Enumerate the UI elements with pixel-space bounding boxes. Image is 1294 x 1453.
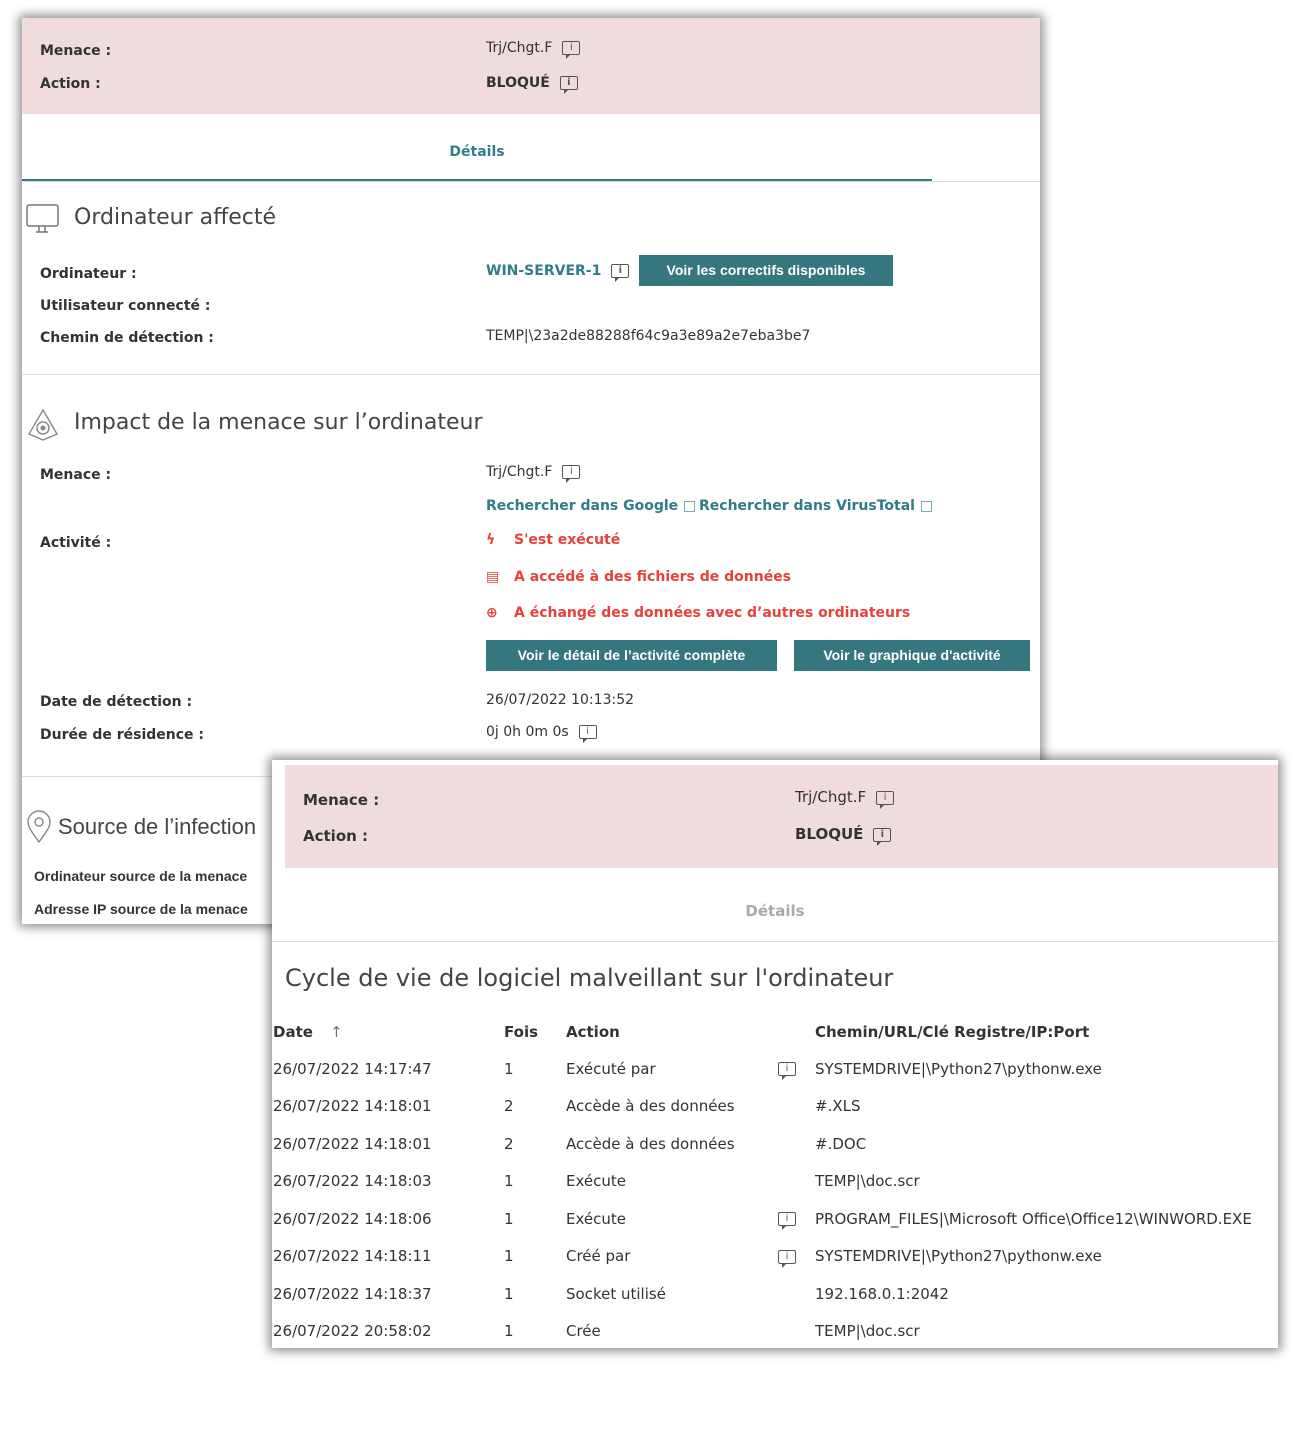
monitor-icon [26, 204, 60, 236]
table-row[interactable] [273, 1275, 1252, 1313]
row-count: 1 [504, 1172, 514, 1191]
row-action: Exécuté par [566, 1059, 656, 1078]
action-label: Action : [303, 827, 369, 845]
row-date: 26/07/2022 14:18:06 [273, 1209, 432, 1228]
row-info [778, 1238, 815, 1276]
row-path: TEMP|\doc.scr [815, 1172, 920, 1191]
row-action: Créé par [566, 1247, 631, 1266]
source-ip-label: Adresse IP source de la menace [34, 901, 248, 917]
row-info [778, 1050, 815, 1088]
activity-text: A accédé à des fichiers de données [514, 569, 792, 585]
row-action: Exécute [566, 1209, 626, 1228]
detection-date-label: Date de détection : [40, 694, 193, 710]
computer-value [486, 263, 629, 279]
source-computer-label: Ordinateur source de la menace [34, 868, 248, 884]
action-value [795, 825, 891, 843]
column-header-action[interactable]: Action [566, 1023, 620, 1041]
row-info [778, 1313, 815, 1349]
table-row[interactable] [273, 1238, 1252, 1276]
divider [22, 181, 1040, 182]
view-activity-detail-button[interactable]: Voir le détail de l’activité complète [486, 640, 777, 671]
row-info [778, 1200, 815, 1238]
row-count: 1 [504, 1247, 514, 1266]
row-info [778, 1088, 815, 1126]
row-action: Socket utilisé [566, 1284, 666, 1303]
activity-network [486, 605, 910, 621]
external-link-icon [684, 501, 695, 512]
column-header-date[interactable] [273, 1014, 504, 1050]
impact-threat-name: Trj/Chgt.F [486, 464, 553, 480]
globe-icon: ⊕ [486, 605, 498, 621]
row-info [778, 1125, 815, 1163]
threat-name: Trj/Chgt.F [795, 788, 867, 806]
row-count: 1 [504, 1209, 514, 1228]
row-date: 26/07/2022 14:17:47 [273, 1059, 432, 1078]
row-path: TEMP|\doc.scr [815, 1322, 920, 1341]
info-icon[interactable]: i [562, 41, 580, 55]
info-icon[interactable]: i [873, 828, 891, 842]
row-action: Crée [566, 1322, 601, 1341]
virustotal-link-text[interactable]: Rechercher dans VirusTotal [699, 498, 915, 514]
divider [272, 941, 1278, 942]
detection-date-value: 26/07/2022 10:13:52 [486, 692, 635, 708]
threat-label: Menace : [303, 791, 380, 809]
info-icon[interactable]: i [778, 1212, 796, 1226]
action-name: BLOQUÉ [795, 825, 864, 843]
impact-threat-value [486, 464, 580, 480]
google-link-text[interactable]: Rechercher dans Google [486, 498, 679, 514]
action-name: BLOQUÉ [486, 75, 550, 91]
section-title-source: Source de l’infection [58, 814, 257, 839]
divider [22, 374, 1040, 375]
view-patches-button[interactable]: Voir les correctifs disponibles [639, 255, 893, 286]
row-count: 2 [504, 1097, 514, 1116]
virustotal-search-link[interactable] [699, 498, 932, 514]
action-label: Action : [40, 76, 101, 92]
computer-link[interactable]: WIN-SERVER-1 [486, 263, 602, 279]
row-path: #.DOC [815, 1134, 867, 1153]
info-icon[interactable]: i [579, 725, 597, 739]
info-icon[interactable]: i [778, 1062, 796, 1076]
info-icon[interactable]: i [560, 76, 578, 90]
action-value [486, 75, 578, 91]
impact-threat-label: Menace : [40, 467, 112, 483]
path-value: TEMP|\23a2de88288f64c9a3e89a2e7eba3be7 [486, 328, 811, 344]
table-row[interactable] [273, 1088, 1252, 1126]
column-header-info [778, 1014, 815, 1050]
sort-ascending-icon[interactable]: ↑ [330, 1023, 343, 1041]
row-info [778, 1275, 815, 1313]
threat-banner [285, 765, 1278, 868]
location-pin-icon [26, 810, 52, 844]
dwell-time-value [486, 724, 597, 740]
external-link-icon [921, 501, 932, 512]
threat-impact-icon [26, 408, 60, 442]
row-date: 26/07/2022 14:18:37 [273, 1284, 432, 1303]
table-row[interactable] [273, 1050, 1252, 1088]
table-row[interactable] [273, 1163, 1252, 1201]
google-search-link[interactable] [486, 498, 695, 514]
row-path: #.XLS [815, 1097, 861, 1116]
view-activity-graph-button[interactable]: Voir le graphique d'activité [794, 640, 1030, 671]
section-title-computer: Ordinateur affecté [74, 205, 277, 230]
threat-name: Trj/Chgt.F [486, 40, 553, 56]
info-icon[interactable]: i [562, 465, 580, 479]
activity-files [486, 569, 791, 585]
row-date: 26/07/2022 14:18:01 [273, 1097, 432, 1116]
column-header-count[interactable]: Fois [504, 1023, 539, 1041]
row-count: 1 [504, 1059, 514, 1078]
row-action: Exécute [566, 1172, 626, 1191]
lifecycle-title: Cycle de vie de logiciel malveillant sur l'ordinateur [285, 964, 894, 992]
info-icon[interactable]: i [778, 1250, 796, 1264]
lifecycle-table [273, 1014, 1252, 1348]
threat-value [486, 40, 580, 56]
row-path: 192.168.0.1:2042 [815, 1284, 949, 1303]
info-icon[interactable]: i [876, 791, 894, 805]
table-row[interactable] [273, 1313, 1252, 1349]
column-header-path[interactable]: Chemin/URL/Clé Registre/IP:Port [815, 1023, 1090, 1041]
row-path: SYSTEMDRIVE|\Python27\pythonw.exe [815, 1247, 1102, 1266]
activity-text: A échangé des données avec d’autres ordinateurs [514, 605, 911, 621]
computer-label: Ordinateur : [40, 266, 137, 282]
row-date: 26/07/2022 14:18:01 [273, 1134, 432, 1153]
activity-executed [486, 532, 620, 548]
row-count: 1 [504, 1322, 514, 1341]
row-path: PROGRAM_FILES|\Microsoft Office\Office12\WINWORD.EXE [815, 1209, 1252, 1228]
row-count: 1 [504, 1284, 514, 1303]
row-action: Accède à des données [566, 1097, 735, 1116]
row-date: 26/07/2022 14:18:11 [273, 1247, 432, 1266]
row-date: 26/07/2022 20:58:02 [273, 1322, 432, 1341]
column-label: Date [273, 1023, 313, 1041]
user-label: Utilisateur connecté : [40, 298, 211, 314]
threat-value [795, 788, 894, 806]
tab-details[interactable]: Détails [449, 144, 505, 160]
threat-banner [22, 18, 1040, 114]
tab-details[interactable]: Détails [745, 902, 805, 920]
activity-text: S'est exécuté [514, 532, 621, 548]
dwell-time-text: 0j 0h 0m 0s [486, 724, 569, 740]
activity-label: Activité : [40, 535, 112, 551]
row-date: 26/07/2022 14:18:03 [273, 1172, 432, 1191]
malware-lifecycle-panel [272, 760, 1278, 1348]
section-title-impact: Impact de la menace sur l’ordinateur [74, 410, 483, 435]
document-icon: ▤ [486, 569, 500, 585]
path-label: Chemin de détection : [40, 330, 214, 346]
row-count: 2 [504, 1134, 514, 1153]
table-row[interactable] [273, 1200, 1252, 1238]
row-action: Accède à des données [566, 1134, 735, 1153]
row-info [778, 1163, 815, 1201]
row-path: SYSTEMDRIVE|\Python27\pythonw.exe [815, 1059, 1102, 1078]
lightning-icon: ϟ [486, 532, 496, 548]
threat-label: Menace : [40, 43, 112, 59]
table-row[interactable] [273, 1125, 1252, 1163]
info-icon[interactable]: i [611, 264, 629, 278]
dwell-time-label: Durée de résidence : [40, 727, 205, 743]
